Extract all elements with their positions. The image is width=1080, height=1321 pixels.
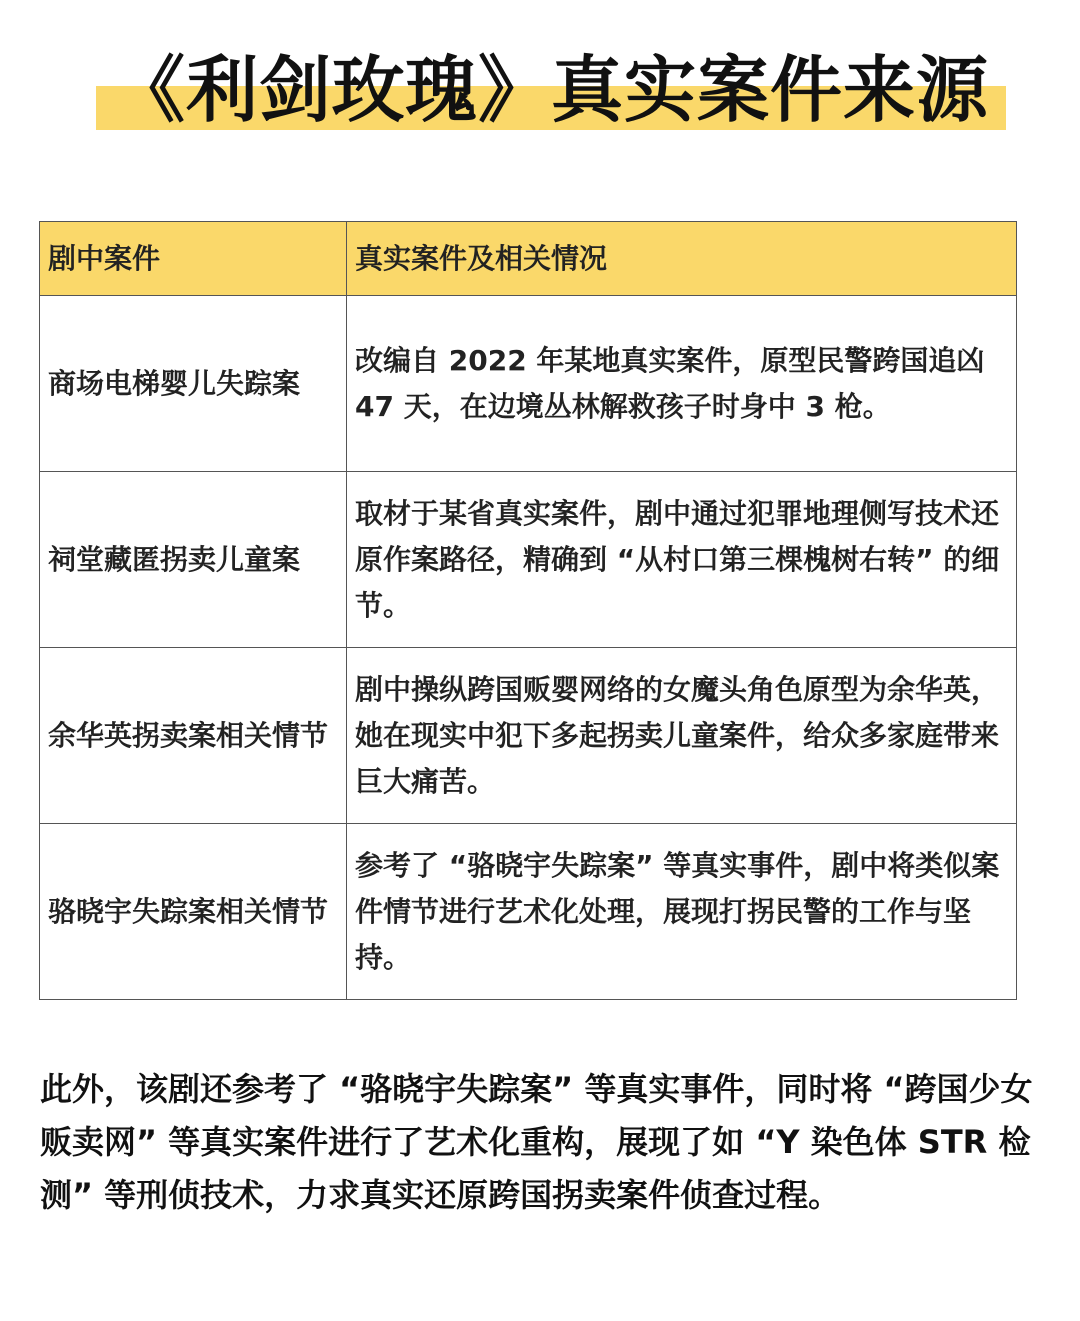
table-row	[40, 648, 1017, 824]
drama-case-cell: 余华英拐卖案相关情节	[40, 648, 347, 824]
header-real-case: 真实案件及相关情况	[347, 222, 1017, 296]
drama-case-cell: 骆晓宇失踪案相关情节	[40, 824, 347, 1000]
case-source-table	[39, 221, 1017, 1000]
table-row	[40, 472, 1017, 648]
table-row	[40, 824, 1017, 1000]
header-drama-case: 剧中案件	[40, 222, 347, 296]
footer-paragraph: 此外，该剧还参考了 “骆晓宇失踪案” 等真实事件，同时将 “跨国少女贩卖网” 等真实案件进行了艺术化重构，展现了如 “Y 染色体 STR 检测” 等刑侦技术，力求真实还原跨国拐卖案件侦查过程。	[40, 1070, 1033, 1214]
real-case-cell: 参考了 “骆晓宇失踪案” 等真实事件，剧中将类似案件情节进行艺术化处理，展现打拐民警的工作与坚持。	[347, 824, 1017, 1000]
real-case-cell: 取材于某省真实案件，剧中通过犯罪地理侧写技术还原作案路径，精确到 “从村口第三棵槐树右转” 的细节。	[347, 472, 1017, 648]
table-row	[40, 296, 1017, 472]
title-banner	[0, 36, 1080, 146]
drama-case-cell: 祠堂藏匿拐卖儿童案	[40, 472, 347, 648]
table-header-row	[40, 222, 1017, 296]
real-case-cell: 剧中操纵跨国贩婴网络的女魔头角色原型为余华英，她在现实中犯下多起拐卖儿童案件，给众多家庭带来巨大痛苦。	[347, 648, 1017, 824]
page-title: 《利剑玫瑰》真实案件来源	[112, 48, 989, 132]
drama-case-cell: 商场电梯婴儿失踪案	[40, 296, 347, 472]
real-case-cell: 改编自 2022 年某地真实案件，原型民警跨国追凶 47 天，在边境丛林解救孩子时身中 3 枪。	[347, 296, 1017, 472]
